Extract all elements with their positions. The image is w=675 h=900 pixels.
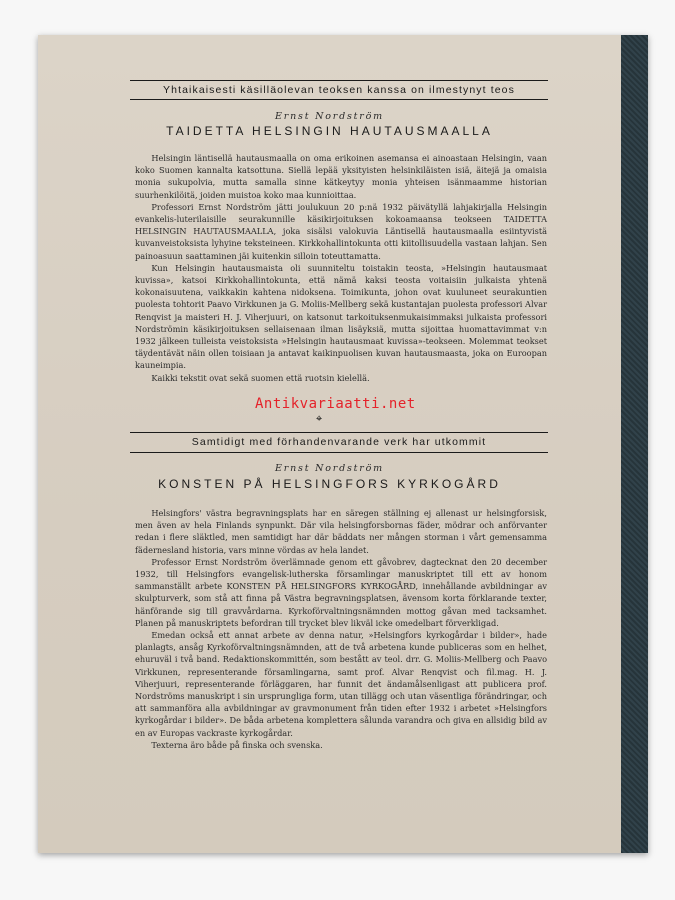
rule-bottom-sv [130, 452, 548, 453]
rule-top-sv [130, 432, 548, 433]
title-swedish: KONSTEN PÅ HELSINGFORS KYRKOGÅRD [158, 477, 501, 491]
heading-finnish: Yhtaikaisesti käsilläolevan teoksen kanssa on ilmestynyt teos [163, 84, 515, 96]
book-spine [621, 35, 648, 853]
cursor-icon: ⌖ [316, 412, 323, 425]
paragraph: Emedan också ett annat arbete av denna natur, »Helsingfors kyrkogårdar i bilder», hade planlagts, ansåg Kyrkoförvaltningsnämnden, att de två arbetena kunde publiceras som en helhet, ehuruväl i två band. Redaktionskommittén, som bestått av teol. drr. G. Moliis-Mellberg och Paavo Virkkunen, representerande församlingarna, samt prof. Alvar Renqvist och fil.mag. H. J. Viherjuuri, representerande förläggaren, har funnit det ändamålsenligast att publicera prof. Nordströms manuskript i sin ursprungliga form, utan tillägg och utan väsentliga förändringar, och att sammanföra alla avbildningar av gravmonument från tiden efter 1932 i arbetet »Helsingfors kyrkogårdar i bilder». De båda arbetena komplettera sålunda varandra och giva en allsidig bild av en av Europas vackraste kyrkogårdar. [135, 630, 547, 738]
paragraph: Kun Helsingin hautausmaista oli suunniteltu toistakin teosta, »Helsingin hautausmaat kuvissa», katsoi Kirkkohallintokunta, että nämä kaksi teosta voitaisiin julkaista yhtenä kokonaisuutena, vaikkakin kahtena nidoksena. Toimikunta, johon ovat kuuluneet seurakuntien puolesta tohtorit Paavo Virkkunen ja G. Moliis-Mellberg sekä kustantajan puolesta professori Alvar Renqvist ja maisteri H. J. Viherjuuri, on katsonut tarkoituksenmukaisimmaksi julkaista professori Nordströmin käsikirjoituksen sellaisenaan ilman lisäyksiä, mutta sijoittaa huomattavimmat v:n 1932 jälkeen tulleista veistoksista »Helsingin hautausmaat kuvissa»-teokseen. Molemmat teokset täydentävät näin ollen toisiaan ja antavat kaikinpuolisen kuvan hautausmaasta, joka on Euroopan kauneimpia. [135, 262, 547, 371]
title-finnish: TAIDETTA HELSINGIN HAUTAUSMAALLA [166, 124, 493, 138]
body-swedish [135, 507, 547, 751]
watermark-logo: Antikvariaatti.net [255, 396, 416, 412]
paragraph: Texterna äro både på finska och svenska. [151, 739, 323, 750]
author-finnish: Ernst Nordström [275, 111, 384, 122]
rule-top-fi [130, 80, 548, 81]
rule-bottom-fi [130, 99, 548, 100]
author-swedish: Ernst Nordström [275, 463, 384, 474]
paragraph: Professori Ernst Nordström jätti joulukuun 20 p:nä 1932 päivätyllä lahjakirjalla Helsingin evankelis-luterilaisille seurakunnille käsikirjoituksen kokoamaansa teokseen TAIDETTA HELSINGIN HAUTAUSMAALLA, joka sisälsi valokuvia Läntisellä hautausmaalla esiintyvistä kuvanveistoksista lyhyine teksteineen. Kirkkohallintokunta otti kiitollisuudella vastaan lahjan. Sen painoasuun saattaminen jäi kuitenkin silloin toteuttamatta. [135, 201, 547, 261]
body-finnish [135, 152, 547, 384]
heading-swedish: Samtidigt med förhandenvarande verk har utkommit [191, 436, 487, 448]
paragraph: Professor Ernst Nordström överlämnade genom ett gåvobrev, dagtecknat den 20 december 1932, till Helsingfors evangelisk-lutherska församlingar manuskriptet till ett av honom sammanställt arbete KONSTEN PÅ HELSINGFORS KYRKOGÅRD, innehållande avbildningar av skulpturverk, som stå att finna på Västra begravningsplatsen, ävensom korta förklarande texter, hänförande sig till gravvårdarna. Kyrkoförvaltningsnämnden mottog gåvan med tacksamhet. Planen på manuskriptets befordran till trycket blev likväl icke omedelbart förverkligad. [135, 556, 547, 628]
paragraph: Helsingfors' västra begravningsplats har en säregen ställning ej allenast ur helsingforsisk, men även av hela Finlands synpunkt. Där vila helsingforsbornas fäder, mödrar och anförvanter redan i flere släktled, men samtidigt har där bäddats ner mången storman i vårt gemensamma fädernesland historia, vars minne vördas av hela landet. [135, 508, 547, 555]
paragraph: Helsingin läntisellä hautausmaalla on oma erikoinen asemansa ei ainoastaan Helsingin, vaan koko Suomen kannalta katsottuna. Siellä lepää yksityisten helsinkiläisten isiä, äitejä ja omaisia monia sukupolvia, mutta samalla sinne kätkeytyy monia yhteisen isänmaamme historian suurhenkilöitä, joiden muistoa koko maa kunnioittaa. [135, 153, 547, 200]
paragraph: Kaikki tekstit ovat sekä suomen että ruotsin kielellä. [151, 372, 370, 383]
